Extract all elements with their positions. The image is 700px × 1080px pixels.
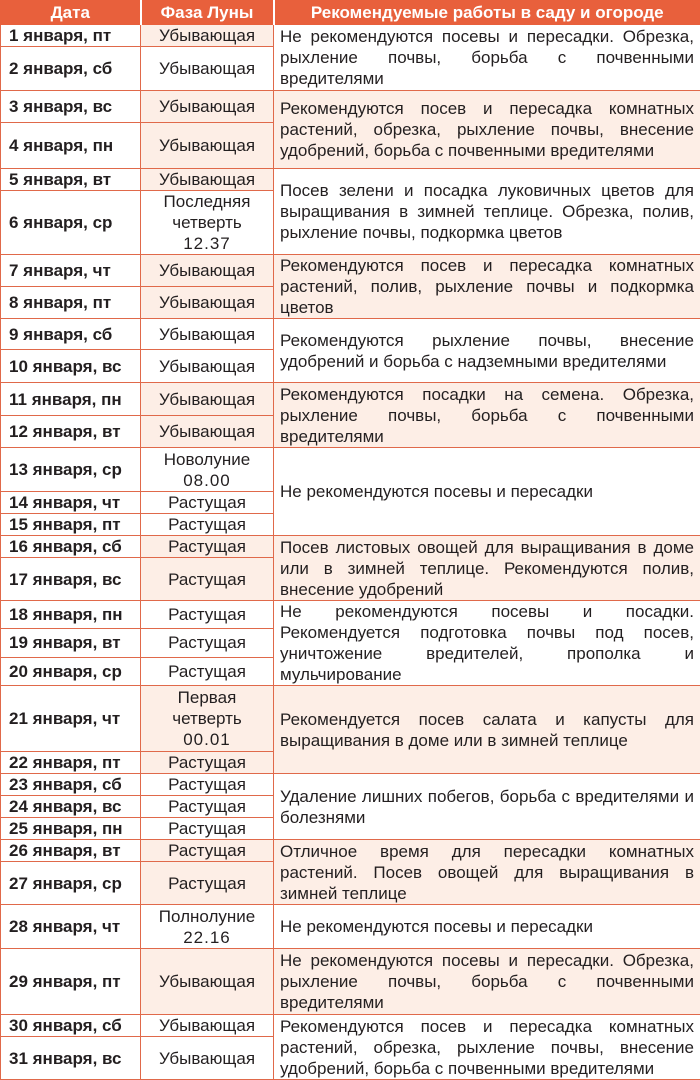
- work-cell: Удаление лишних побегов, борьба с вредителями и болезнями: [274, 774, 700, 840]
- date-cell: 8 января, пт: [1, 287, 141, 319]
- phase-cell: Растущая: [141, 862, 274, 905]
- date-cell: 16 января, сб: [1, 536, 141, 558]
- phase-cell: Убывающая: [141, 416, 274, 448]
- date-cell: 28 января, чт: [1, 905, 141, 949]
- date-cell: 17 января, вс: [1, 558, 141, 601]
- table-row: [1, 1015, 700, 1037]
- date-cell: 26 января, вт: [1, 840, 141, 862]
- date-cell: 3 января, вс: [1, 91, 141, 123]
- work-cell: Не рекомендуются посевы и посадки. Рекомендуется подготовка почвы под посев, уничтожение вредителей, прополка и мульчирование: [274, 601, 700, 686]
- date-cell: 4 января, пн: [1, 123, 141, 169]
- work-cell: Рекомендуются посадки на семена. Обрезка, рыхление почвы, борьба с почвенными вредителями: [274, 383, 700, 448]
- phase-cell: Растущая: [141, 514, 274, 536]
- table-row: [1, 25, 700, 47]
- work-cell: Отличное время для пересадки комнатных растений. Посев овощей для выращивания в зимней теплице: [274, 840, 700, 905]
- phase-cell: [141, 686, 274, 752]
- phase-cell: [141, 448, 274, 492]
- phase-cell: Убывающая: [141, 91, 274, 123]
- date-cell: 25 января, пн: [1, 818, 141, 840]
- date-cell: 1 января, пт: [1, 25, 141, 47]
- work-cell: Рекомендуются рыхление почвы, внесение удобрений и борьба с надземными вредителями: [274, 319, 700, 383]
- phase-line: Новолуние: [145, 449, 269, 470]
- table-row: [1, 601, 700, 629]
- date-cell: 19 января, вт: [1, 629, 141, 657]
- phase-line: четверть: [145, 708, 269, 729]
- phase-cell: Убывающая: [141, 123, 274, 169]
- phase-cell: Убывающая: [141, 25, 274, 47]
- header-phase: Фаза Луны: [141, 1, 274, 25]
- phase-cell: Убывающая: [141, 319, 274, 350]
- work-cell: Не рекомендуются посевы и пересадки: [274, 448, 700, 536]
- phase-line: Полнолуние: [145, 906, 269, 927]
- phase-cell: Растущая: [141, 657, 274, 685]
- date-cell: 13 января, ср: [1, 448, 141, 492]
- date-cell: 24 января, вс: [1, 796, 141, 818]
- date-cell: 5 января, вт: [1, 169, 141, 191]
- date-cell: 27 января, ср: [1, 862, 141, 905]
- header-work: Рекомендуемые работы в саду и огороде: [274, 1, 700, 25]
- table-row: [1, 255, 700, 287]
- date-cell: 21 января, чт: [1, 686, 141, 752]
- date-cell: 15 января, пт: [1, 514, 141, 536]
- header-row: [1, 1, 700, 25]
- work-cell: Не рекомендуются посевы и пересадки: [274, 905, 700, 949]
- phase-cell: Растущая: [141, 536, 274, 558]
- table-row: [1, 536, 700, 558]
- date-cell: 14 января, чт: [1, 492, 141, 514]
- table-row: [1, 169, 700, 191]
- phase-cell: Убывающая: [141, 350, 274, 383]
- phase-cell: Убывающая: [141, 1037, 274, 1080]
- phase-cell: Убывающая: [141, 169, 274, 191]
- phase-line: Последняя: [145, 191, 269, 212]
- work-cell: Рекомендуются посев и пересадка комнатных растений, обрезка, рыхление почвы, внесение удобрений, борьба с почвенными вредителями: [274, 1015, 700, 1080]
- date-cell: 6 января, ср: [1, 191, 141, 255]
- phase-cell: [141, 191, 274, 255]
- table-row: [1, 686, 700, 752]
- work-cell: Не рекомендуются посевы и пересадки. Обрезка, рыхление почвы, борьба с почвенными вредителями: [274, 949, 700, 1015]
- date-cell: 30 января, сб: [1, 1015, 141, 1037]
- phase-cell: Растущая: [141, 492, 274, 514]
- work-cell: Посев листовых овощей для выращивания в доме или в зимней теплице. Рекомендуются полив, внесение удобрений: [274, 536, 700, 601]
- phase-cell: Растущая: [141, 752, 274, 774]
- work-cell: Посев зелени и посадка луковичных цветов для выращивания в зимней теплице. Обрезка, полив, рыхление почвы, подкормка цветов: [274, 169, 700, 255]
- date-cell: 12 января, вт: [1, 416, 141, 448]
- work-cell: Рекомендуются посев и пересадка комнатных растений, полив, рыхление почвы и подкормка цветов: [274, 255, 700, 319]
- phase-time: 00.01: [145, 729, 269, 750]
- phase-cell: Растущая: [141, 796, 274, 818]
- phase-cell: Растущая: [141, 558, 274, 601]
- date-cell: 10 января, вс: [1, 350, 141, 383]
- phase-line: Первая: [145, 687, 269, 708]
- date-cell: 7 января, чт: [1, 255, 141, 287]
- date-cell: 20 января, ср: [1, 657, 141, 685]
- table-row: [1, 774, 700, 796]
- phase-time: 08.00: [145, 470, 269, 491]
- date-cell: 9 января, сб: [1, 319, 141, 350]
- table-row: [1, 91, 700, 123]
- work-cell: Рекомендуется посев салата и капусты для выращивания в доме или в зимней теплице: [274, 686, 700, 774]
- phase-line: четверть: [145, 212, 269, 233]
- table-row: [1, 319, 700, 350]
- header-date: Дата: [1, 1, 141, 25]
- phase-cell: Убывающая: [141, 949, 274, 1015]
- work-cell: Не рекомендуются посевы и пересадки. Обрезка, рыхление почвы, борьба с почвенными вредителями: [274, 25, 700, 91]
- table-row: [1, 905, 700, 949]
- date-cell: 23 января, сб: [1, 774, 141, 796]
- phase-time: 22.16: [145, 927, 269, 948]
- date-cell: 31 января, вс: [1, 1037, 141, 1080]
- date-cell: 22 января, пт: [1, 752, 141, 774]
- phase-cell: Убывающая: [141, 47, 274, 91]
- phase-cell: Растущая: [141, 601, 274, 629]
- phase-cell: Убывающая: [141, 383, 274, 416]
- phase-cell: Растущая: [141, 629, 274, 657]
- phase-cell: Убывающая: [141, 1015, 274, 1037]
- date-cell: 18 января, пн: [1, 601, 141, 629]
- date-cell: 2 января, сб: [1, 47, 141, 91]
- date-cell: 29 января, пт: [1, 949, 141, 1015]
- phase-cell: Убывающая: [141, 255, 274, 287]
- phase-cell: Растущая: [141, 818, 274, 840]
- phase-time: 12.37: [145, 233, 269, 254]
- phase-cell: Растущая: [141, 774, 274, 796]
- table-row: [1, 448, 700, 492]
- table-row: [1, 383, 700, 416]
- phase-cell: [141, 905, 274, 949]
- table-row: [1, 840, 700, 862]
- table-row: [1, 949, 700, 1015]
- phase-cell: Убывающая: [141, 287, 274, 319]
- work-cell: Рекомендуются посев и пересадка комнатных растений, обрезка, рыхление почвы, внесение удобрений, борьба с почвенными вредителями: [274, 91, 700, 169]
- date-cell: 11 января, пн: [1, 383, 141, 416]
- phase-cell: Растущая: [141, 840, 274, 862]
